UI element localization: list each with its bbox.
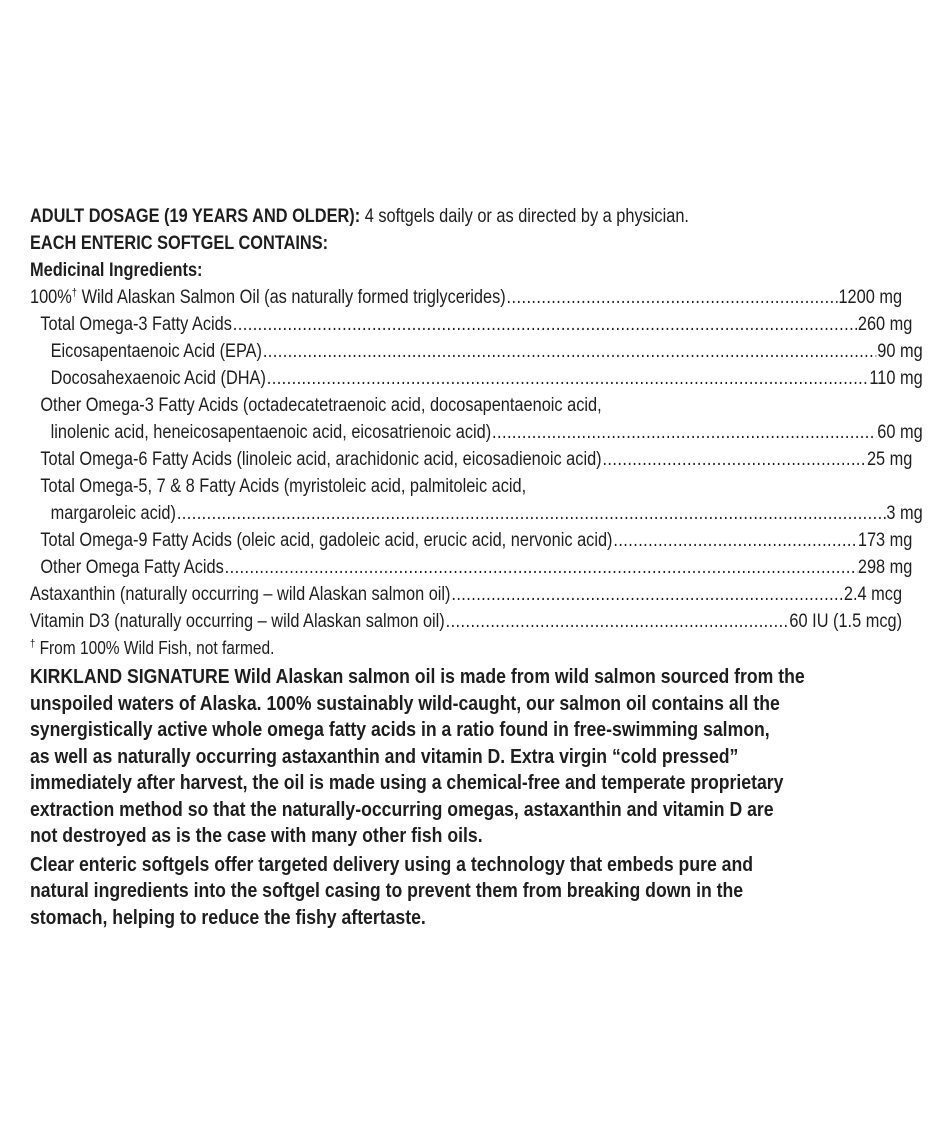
ingredient-row-other-omega-3 [30, 419, 923, 446]
ingredient-amount: 60 mg [877, 422, 923, 443]
ingredient-name: Total Omega-6 Fatty Acids (linoleic acid, arachidonic acid, eicosadienoic acid) [40, 449, 602, 470]
ingredient-amount: 25 mg [866, 449, 913, 470]
ingredient-name: Docosahexaenoic Acid (DHA) [50, 368, 266, 389]
ingredient-row-omega-3 [30, 311, 912, 338]
ingredient-name: linolenic acid, heneicosapentaenoic acid, eicosatrienoic acid) [50, 422, 492, 443]
ingredient-amount: 1200 mg [838, 287, 903, 308]
ingredient-name: margaroleic acid) [50, 503, 176, 524]
description-line: unspoiled waters of Alaska. 100% sustainably wild-caught, our salmon oil contains all the [30, 691, 780, 715]
ingredient-row-omega-9 [30, 527, 912, 554]
ingredient-name: Vitamin D3 (naturally occurring – wild Alaskan salmon oil) [30, 611, 445, 632]
supplement-label [30, 203, 923, 931]
leader-dots [177, 500, 886, 527]
softgel-line: stomach, helping to reduce the fishy aftertaste. [30, 905, 426, 929]
dosage-heading: ADULT DOSAGE (19 YEARS AND OLDER): [30, 206, 361, 227]
ingredient-row-salmon-oil [30, 284, 902, 311]
ingredient-name: Total Omega-9 Fatty Acids (oleic acid, gadoleic acid, erucic acid, nervonic acid) [40, 530, 613, 551]
ingredient-row-epa [30, 338, 923, 365]
ingredient-amount: 60 IU (1.5 mcg) [789, 611, 903, 632]
description-line: synergistically active whole omega fatty acids in a ratio found in free-swimming salmon, [30, 718, 770, 741]
ingredient-amount: 173 mg [857, 530, 913, 551]
leader-dots [263, 338, 877, 365]
ingredient-row-omega-6 [30, 446, 912, 473]
contains-heading: EACH ENTERIC SOFTGEL CONTAINS: [30, 233, 329, 254]
leader-dots [602, 446, 866, 473]
ingredient-name: Total Omega-3 Fatty Acids [40, 314, 232, 335]
leader-dots [613, 527, 857, 554]
ingredient-name-line1: Total Omega-5, 7 & 8 Fatty Acids (myristoleic acid, palmitoleic acid, [40, 476, 527, 497]
ingredient-name: 100%† Wild Alaskan Salmon Oil (as naturally formed triglycerides) [30, 287, 506, 308]
description-line: extraction method so that the naturally-occurring omegas, astaxanthin and vitamin D are [30, 797, 774, 821]
softgel-line: natural ingredients into the softgel casing to prevent them from breaking down in the [30, 879, 744, 902]
ingredient-amount: 90 mg [877, 341, 923, 362]
ingredient-name: Astaxanthin (naturally occurring – wild Alaskan salmon oil) [30, 584, 451, 605]
ingredient-name: Eicosapentaenoic Acid (EPA) [50, 341, 262, 362]
description-line: immediately after harvest, the oil is made using a chemical-free and temperate proprietary [30, 771, 784, 794]
softgel-line: Clear enteric softgels offer targeted delivery using a technology that embeds pure and [30, 852, 754, 876]
description-line: as well as naturally occurring astaxanthin and vitamin D. Extra virgin “cold pressed” [30, 744, 739, 768]
leader-dots [492, 419, 876, 446]
ingredient-name-line1: Other Omega-3 Fatty Acids (octadecatetraenoic acid, docosapentaenoic acid, [40, 395, 602, 416]
leader-dots [233, 311, 857, 338]
ingredient-row-vitamin-d3 [30, 608, 902, 635]
dagger-mark: † [71, 287, 78, 299]
dosage-text: 4 softgels daily or as directed by a physician. [364, 206, 689, 227]
ingredient-row-astaxanthin [30, 581, 902, 608]
description-line: not destroyed as is the case with many other fish oils. [30, 824, 483, 847]
description-paragraph [30, 664, 902, 850]
ingredient-row-dha [30, 365, 923, 392]
ingredient-amount: 110 mg [869, 368, 923, 389]
leader-dots [451, 581, 843, 608]
description-line: KIRKLAND SIGNATURE Wild Alaskan salmon oil is made from wild salmon sourced from the [30, 665, 805, 688]
ingredient-row-other-omega [30, 554, 912, 581]
footnote [30, 635, 902, 662]
ingredient-name: Other Omega Fatty Acids [40, 557, 224, 578]
dosage-line [30, 203, 902, 230]
leader-dots [446, 608, 789, 635]
footnote-text: From 100% Wild Fish, not farmed. [35, 638, 275, 658]
footnote-dagger: † [30, 638, 36, 650]
leader-dots [225, 554, 857, 581]
ingredient-amount: 260 mg [857, 314, 913, 335]
ingredient-amount: 3 mg [886, 503, 923, 524]
ingredient-amount: 2.4 mcg [843, 584, 903, 605]
leader-dots [507, 284, 838, 311]
leader-dots [267, 365, 869, 392]
medicinal-heading: Medicinal Ingredients: [30, 260, 203, 281]
ingredient-row-omega-5-7-8 [30, 500, 923, 527]
softgel-paragraph [30, 852, 902, 932]
ingredient-amount: 298 mg [857, 557, 913, 578]
